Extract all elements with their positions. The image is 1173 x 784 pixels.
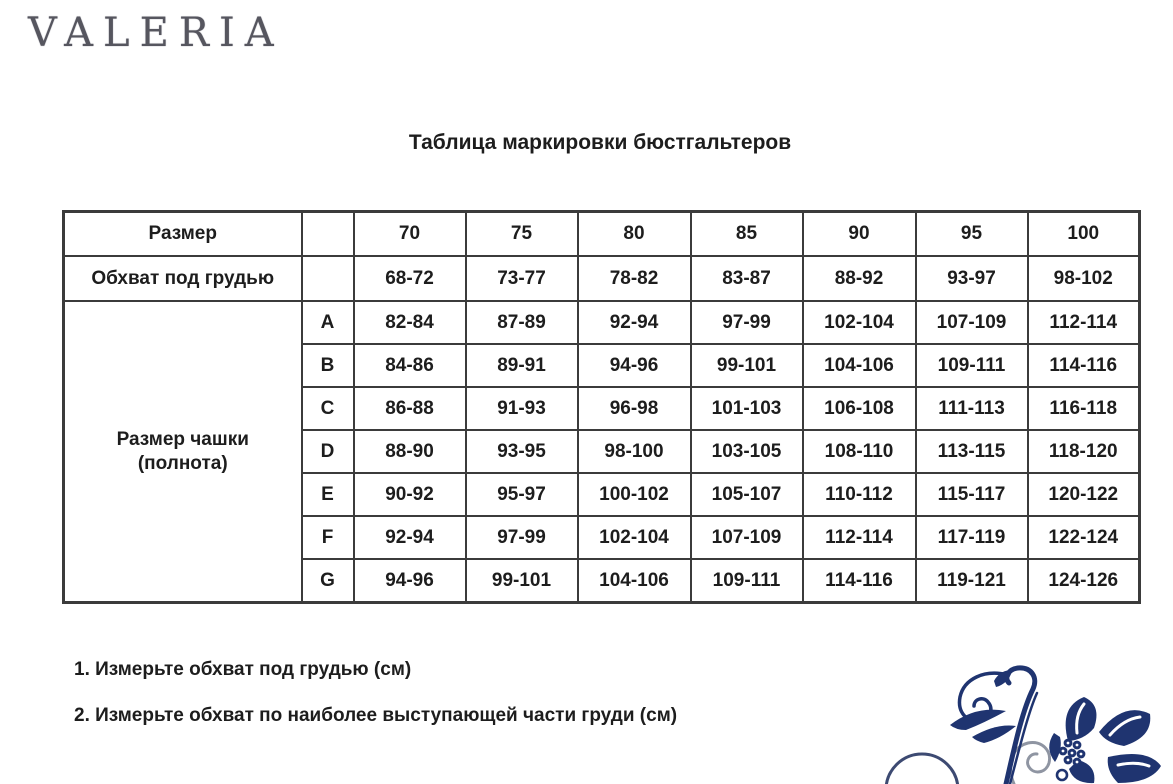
cup-value: 103-105 (691, 430, 803, 473)
cup-value: 110-112 (803, 473, 916, 516)
cup-value: 111-113 (916, 387, 1028, 430)
cup-value: 92-94 (354, 516, 466, 559)
cup-value: 84-86 (354, 344, 466, 387)
cup-value: 88-90 (354, 430, 466, 473)
cup-value: 120-122 (1028, 473, 1140, 516)
cup-value: 100-102 (578, 473, 691, 516)
band-size-header: 90 (803, 212, 916, 257)
brand-logo: VALERIA (28, 10, 284, 56)
cup-size-label (64, 301, 302, 603)
cup-letter: G (302, 559, 354, 603)
cup-value: 94-96 (578, 344, 691, 387)
underbust-value: 98-102 (1028, 256, 1140, 301)
instruction-step-1: 1. Измерьте обхват под грудью (см) (74, 659, 412, 680)
cup-value: 106-108 (803, 387, 916, 430)
cup-value: 99-101 (466, 559, 578, 603)
cup-value: 104-106 (578, 559, 691, 603)
underbust-value: 73-77 (466, 256, 578, 301)
cup-value: 107-109 (691, 516, 803, 559)
cup-value: 104-106 (803, 344, 916, 387)
underbust-row-label: Обхват под грудью (64, 256, 302, 301)
cup-value: 98-100 (578, 430, 691, 473)
cup-value: 92-94 (578, 301, 691, 344)
cup-value: 101-103 (691, 387, 803, 430)
measurement-instructions (74, 659, 677, 751)
cup-letter: B (302, 344, 354, 387)
band-size-header: 75 (466, 212, 578, 257)
corner-cell-bottom (302, 256, 354, 301)
size-row-label: Размер (64, 212, 302, 257)
cup-value: 102-104 (803, 301, 916, 344)
cup-value: 86-88 (354, 387, 466, 430)
cup-letter: E (302, 473, 354, 516)
floral-swirl-ornament-icon (856, 653, 1173, 784)
cup-value: 122-124 (1028, 516, 1140, 559)
instruction-step-2: 2. Измерьте обхват по наиболее выступающей части груди (см) (74, 705, 678, 726)
underbust-value: 83-87 (691, 256, 803, 301)
cup-value: 97-99 (691, 301, 803, 344)
cup-value: 114-116 (803, 559, 916, 603)
cup-value: 99-101 (691, 344, 803, 387)
cup-value: 118-120 (1028, 430, 1140, 473)
size-table-body (64, 212, 1140, 603)
cup-value: 119-121 (916, 559, 1028, 603)
cup-value: 124-126 (1028, 559, 1140, 603)
cup-value: 87-89 (466, 301, 578, 344)
band-size-header: 70 (354, 212, 466, 257)
cup-letter: D (302, 430, 354, 473)
cup-value: 90-92 (354, 473, 466, 516)
band-size-header: 80 (578, 212, 691, 257)
cup-value: 105-107 (691, 473, 803, 516)
cup-value: 91-93 (466, 387, 578, 430)
cup-value: 96-98 (578, 387, 691, 430)
underbust-value: 88-92 (803, 256, 916, 301)
band-size-header: 95 (916, 212, 1028, 257)
cup-value: 112-114 (803, 516, 916, 559)
band-size-header: 100 (1028, 212, 1140, 257)
cup-value: 112-114 (1028, 301, 1140, 344)
cup-value: 109-111 (916, 344, 1028, 387)
cup-size-label-line2: (полнота) (137, 452, 228, 474)
underbust-value: 68-72 (354, 256, 466, 301)
cup-value: 117-119 (916, 516, 1028, 559)
cup-value: 113-115 (916, 430, 1028, 473)
cup-letter: A (302, 301, 354, 344)
cup-value: 95-97 (466, 473, 578, 516)
page-title: Таблица маркировки бюстгальтеров (408, 131, 792, 154)
cup-letter: F (302, 516, 354, 559)
cup-value: 94-96 (354, 559, 466, 603)
cup-value: 116-118 (1028, 387, 1140, 430)
cup-value: 107-109 (916, 301, 1028, 344)
cup-value: 108-110 (803, 430, 916, 473)
cup-letter: C (302, 387, 354, 430)
cup-value: 89-91 (466, 344, 578, 387)
underbust-value: 78-82 (578, 256, 691, 301)
cup-value: 93-95 (466, 430, 578, 473)
cup-value: 109-111 (691, 559, 803, 603)
cup-size-label-line1: Размер чашки (116, 428, 249, 450)
band-size-header: 85 (691, 212, 803, 257)
bra-size-table (62, 210, 1141, 604)
cup-value: 115-117 (916, 473, 1028, 516)
cup-value: 82-84 (354, 301, 466, 344)
cup-value: 97-99 (466, 516, 578, 559)
cup-value: 114-116 (1028, 344, 1140, 387)
cup-value: 102-104 (578, 516, 691, 559)
corner-cell-top (302, 212, 354, 257)
underbust-value: 93-97 (916, 256, 1028, 301)
